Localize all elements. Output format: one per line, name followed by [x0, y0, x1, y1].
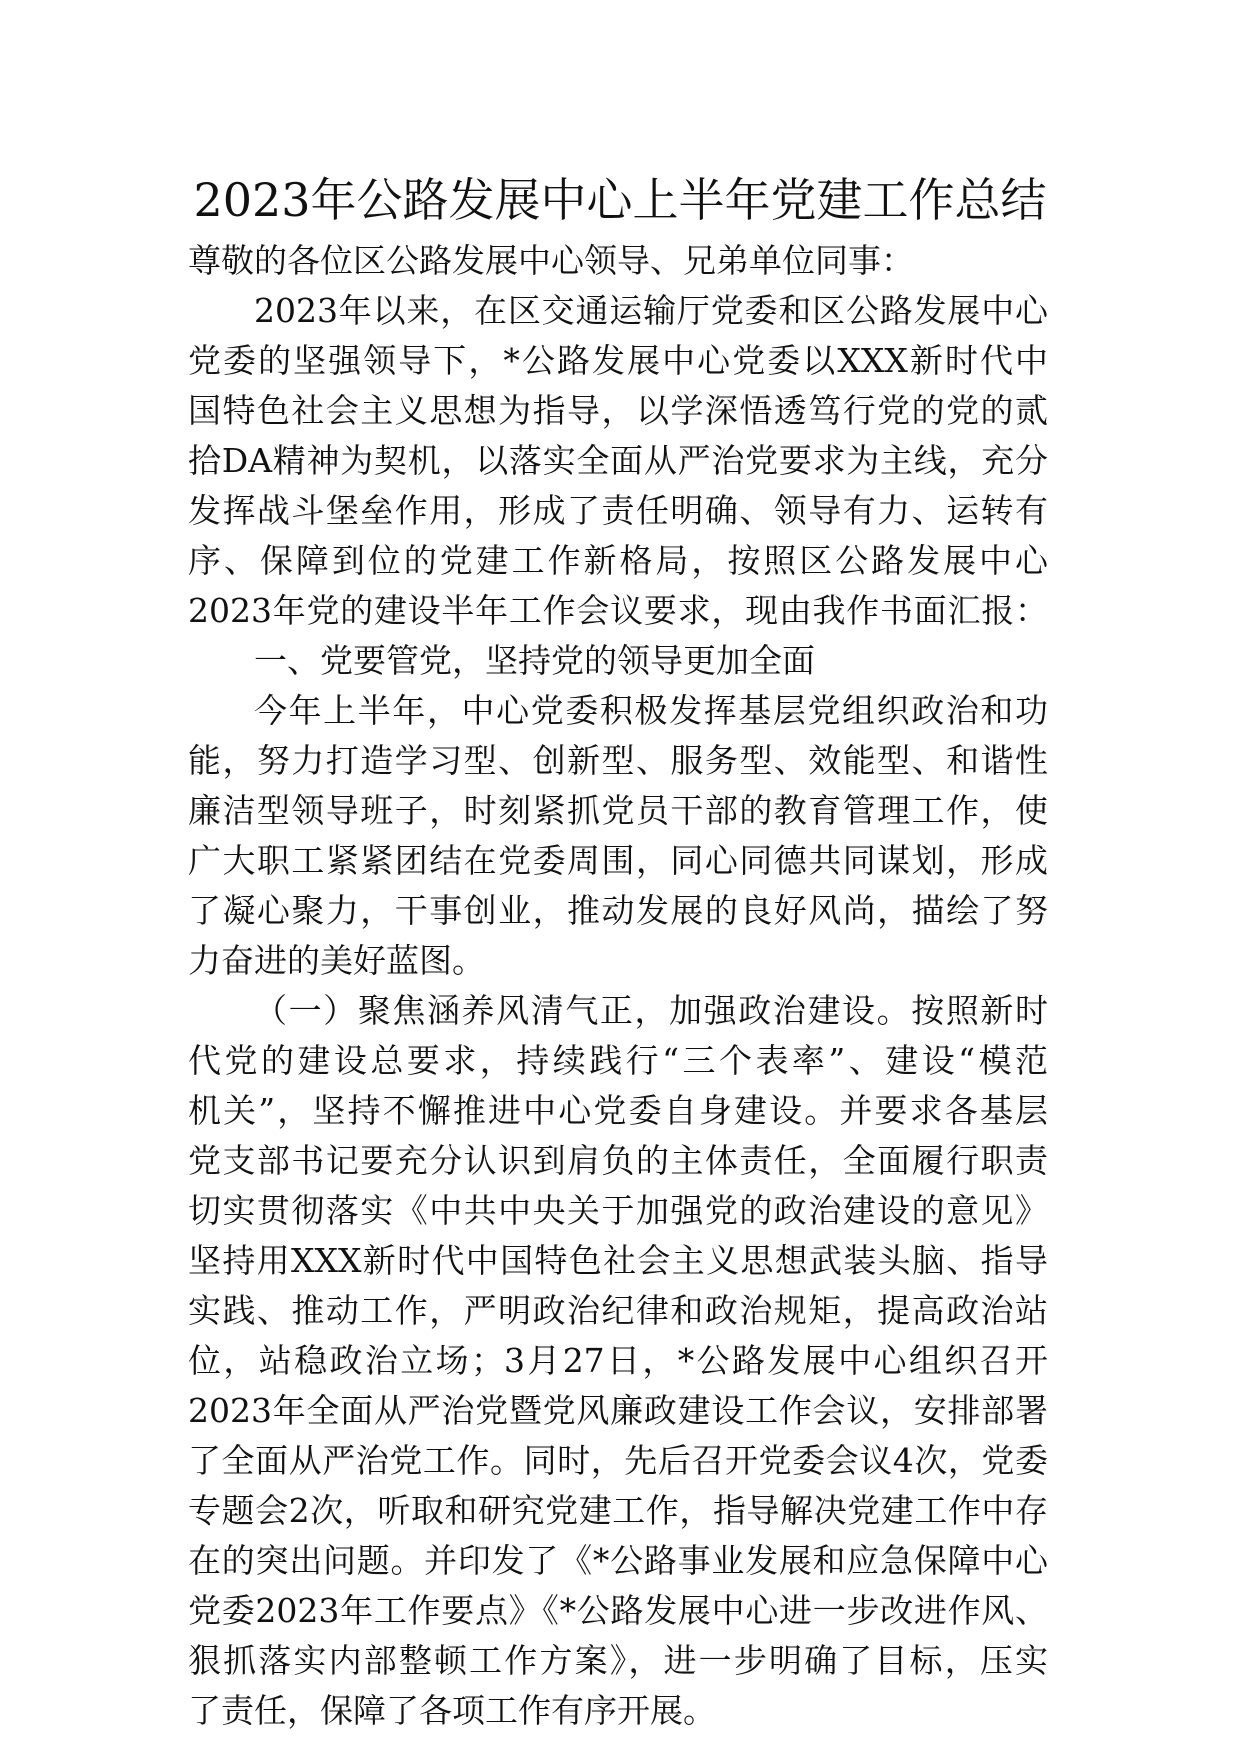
body-line: 国特色社会主义思想为指导，以学深悟透笃行党的党的贰 — [188, 391, 1048, 430]
body-line: 在的突出问题。并印发了《*公路事业发展和应急保障中心 — [188, 1541, 1048, 1580]
body-line: 专题会2次，听取和研究党建工作，指导解决党建工作中存 — [188, 1491, 1048, 1530]
body-line: 序、保障到位的党建工作新格局，按照区公路发展中心 — [188, 541, 1048, 580]
body-line: 了凝心聚力，干事创业，推动发展的良好风尚，描绘了努 — [188, 891, 1048, 930]
body-line: 位，站稳政治立场；3月27日，*公路发展中心组织召开 — [188, 1341, 1048, 1380]
body-line: 机关”，坚持不懈推进中心党委自身建设。并要求各基层 — [188, 1091, 1048, 1130]
body-line: 廉洁型领导班子，时刻紧抓党员干部的教育管理工作，使 — [188, 791, 1048, 830]
body-line: 坚持用XXX新时代中国特色社会主义思想武装头脑、指导 — [188, 1241, 1048, 1280]
body-line: （一）聚焦涵养风清气正，加强政治建设。按照新时 — [254, 991, 1048, 1030]
body-line: 代党的建设总要求，持续践行“三个表率”、建设“模范 — [188, 1041, 1048, 1080]
salutation-line: 尊敬的各位区公路发展中心领导、兄弟单位同事： — [188, 241, 914, 280]
body-line: 实践、推动工作，严明政治纪律和政治规矩，提高政治站 — [188, 1291, 1048, 1330]
body-line: 发挥战斗堡垒作用，形成了责任明确、领导有力、运转有 — [188, 491, 1048, 530]
body-line: 2023年全面从严治党暨党风廉政建设工作会议，安排部署 — [188, 1391, 1048, 1430]
body-line: 力奋进的美好蓝图。 — [188, 941, 485, 980]
body-line: 广大职工紧紧团结在党委周围，同心同德共同谋划，形成 — [188, 841, 1048, 880]
body-line: 了责任，保障了各项工作有序开展。 — [188, 1691, 716, 1730]
body-line: 拾DA精神为契机，以落实全面从严治党要求为主线，充分 — [188, 441, 1048, 480]
body-line: 2023年党的建设半年工作会议要求，现由我作书面汇报： — [188, 591, 1048, 630]
body-line: 党支部书记要充分认识到肩负的主体责任，全面履行职责 — [188, 1141, 1048, 1180]
body-line: 能，努力打造学习型、创新型、服务型、效能型、和谐性 — [188, 741, 1048, 780]
body-line: 狠抓落实内部整顿工作方案》，进一步明确了目标，压实 — [188, 1641, 1048, 1680]
body-line: 2023年以来，在区交通运输厅党委和区公路发展中心 — [254, 291, 1048, 330]
body-line: 今年上半年，中心党委积极发挥基层党组织政治和功 — [254, 691, 1048, 730]
body-line: 了全面从严治党工作。同时，先后召开党委会议4次，党委 — [188, 1441, 1048, 1480]
document-body — [188, 236, 1048, 1736]
document-title: 2023年公路发展中心上半年党建工作总结 — [193, 173, 1047, 227]
section-heading: 一、党要管党，坚持党的领导更加全面 — [254, 641, 815, 680]
body-line: 切实贯彻落实《中共中央关于加强党的政治建设的意见》 — [188, 1191, 1048, 1230]
body-line: 党委的坚强领导下，*公路发展中心党委以XXX新时代中 — [188, 341, 1048, 380]
body-line: 党委2023年工作要点》《*公路发展中心进一步改进作风、 — [188, 1591, 1048, 1630]
